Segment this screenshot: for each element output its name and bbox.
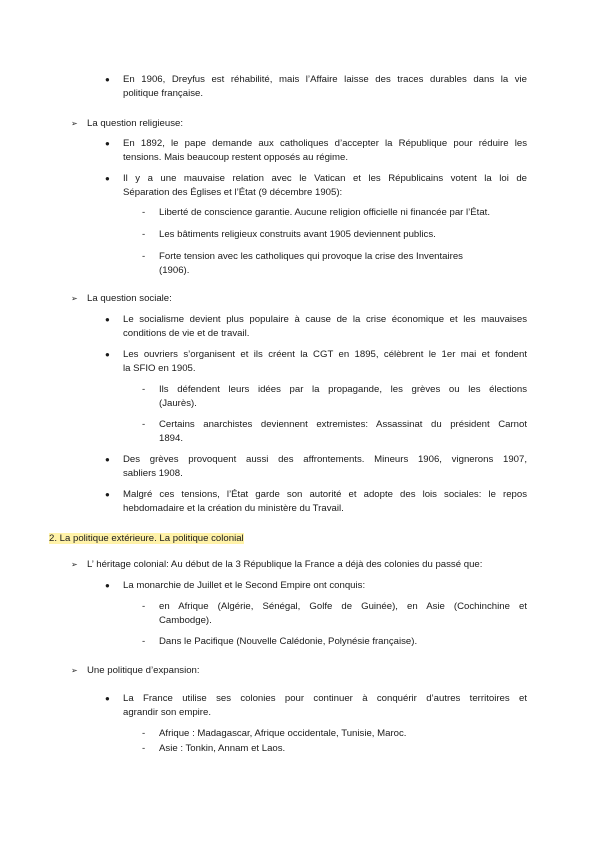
arrow-marker: ➢	[71, 666, 78, 675]
bullet-marker: ●	[105, 75, 110, 84]
section-title-text: 2. La politique extérieure. La politique colonial	[49, 533, 244, 544]
bullet-marker: ●	[105, 694, 110, 703]
dash-marker: -	[142, 207, 146, 218]
bullet-marker: ●	[105, 350, 110, 359]
text-line: hebdomadaire et la création du ministère du Travail.	[123, 503, 344, 514]
text-line: Des grèves provoquent aussi des affrontements. Mineurs 1906, vignerons 1907,	[123, 454, 527, 465]
text-line: (Jaurès).	[159, 398, 197, 409]
dash-marker: -	[142, 636, 146, 647]
section-heading: La question religieuse:	[87, 118, 184, 129]
text-line: agrandir son empire.	[123, 707, 211, 718]
text-line: la SFIO en 1905.	[123, 363, 196, 374]
text-line: tensions. Mais beaucoup restent opposés au régime.	[123, 152, 349, 163]
text-line: conditions de vie et de travail.	[123, 328, 250, 339]
text-line: Certains anarchistes deviennent extremistes: Assassinat du président Carnot	[159, 419, 527, 430]
text-line: La France utilise ses colonies pour continuer à conquérir d’autres territoires et	[123, 693, 527, 704]
text-line: Séparation des Églises et l’État (9 décembre 1905):	[123, 187, 343, 198]
text-line: Cambodge).	[159, 615, 212, 626]
text-line: Dans le Pacifique (Nouvelle Calédonie, Polynésie française).	[159, 636, 418, 647]
text-line: Malgré ces tensions, l’État garde son autorité et adopte des lois sociales: le repos	[123, 489, 527, 500]
text-line: (1906).	[159, 265, 190, 276]
arrow-marker: ➢	[71, 119, 78, 128]
text-line: Le socialisme devient plus populaire à cause de la crise économique et les mauvaises	[123, 314, 527, 325]
text-line: Asie : Tonkin, Annam et Laos.	[159, 743, 286, 754]
text-line: En 1906, Dreyfus est réhabilité, mais l’Affaire laisse des traces durables dans la vie	[123, 74, 527, 85]
text-line: Il y a une mauvaise relation avec le Vatican et les Républicains votent la loi de	[123, 173, 527, 184]
text-line: Les bâtiments religieux construits avant 1905 deviennent publics.	[159, 229, 436, 240]
text-line: Afrique : Madagascar, Afrique occidentale, Tunisie, Maroc.	[159, 728, 407, 739]
dash-marker: -	[142, 601, 146, 612]
dash-marker: -	[142, 384, 146, 395]
text-line: Forte tension avec les catholiques qui provoque la crise des Inventaires	[159, 251, 463, 262]
text-line: Ils défendent leurs idées par la propagande, les grèves ou les élections	[159, 384, 527, 395]
text-line: En 1892, le pape demande aux catholiques d’accepter la République pour réduire les	[123, 138, 527, 149]
section-heading: La question sociale:	[87, 293, 172, 304]
text-line: Liberté de conscience garantie. Aucune religion officielle ni financée par l’État.	[159, 207, 491, 218]
arrow-marker: ➢	[71, 560, 78, 569]
text-line: 1894.	[159, 433, 184, 444]
text-line: politique française.	[123, 88, 203, 99]
bullet-marker: ●	[105, 174, 110, 183]
text-line: sabliers 1908.	[123, 468, 183, 479]
bullet-marker: ●	[105, 315, 110, 324]
dash-marker: -	[142, 229, 146, 240]
text-line: La monarchie de Juillet et le Second Empire ont conquis:	[123, 580, 366, 591]
bullet-marker: ●	[105, 139, 110, 148]
text-line: en Afrique (Algérie, Sénégal, Golfe de Guinée), en Asie (Cochinchine et	[159, 601, 527, 612]
bullet-marker: ●	[105, 455, 110, 464]
dash-marker: -	[142, 419, 146, 430]
text-line: Les ouvriers s’organisent et ils créent la CGT en 1895, célèbrent le 1er mai et fondent	[123, 349, 527, 360]
bullet-marker: ●	[105, 490, 110, 499]
dash-marker: -	[142, 251, 146, 262]
dash-marker: -	[142, 728, 146, 739]
section-heading: L’ héritage colonial: Au début de la 3 République la France a déjà des colonies du passé que:	[87, 559, 483, 570]
section-heading: Une politique d’expansion:	[87, 665, 200, 676]
bullet-marker: ●	[105, 581, 110, 590]
section-title	[49, 532, 244, 546]
arrow-marker: ➢	[71, 294, 78, 303]
dash-marker: -	[142, 743, 146, 754]
